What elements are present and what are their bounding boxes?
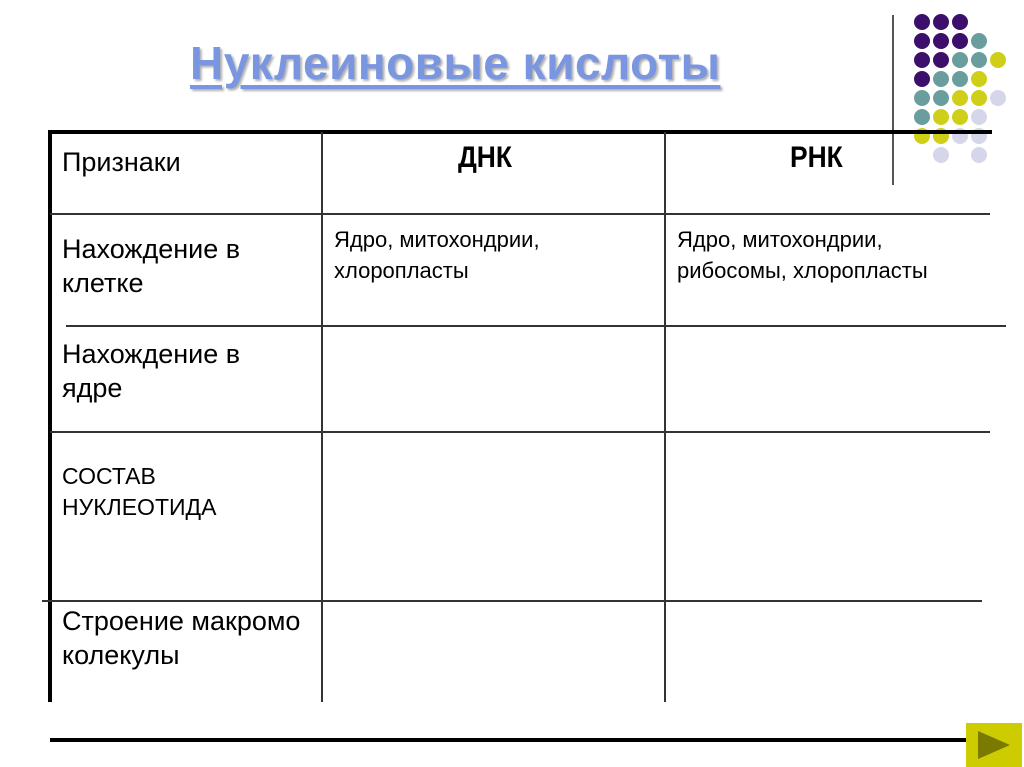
dot-icon [933, 52, 949, 68]
dot-icon [971, 109, 987, 125]
table-header-dna: ДНК [458, 141, 512, 174]
row-divider-3 [50, 431, 990, 433]
column-divider-2 [664, 132, 666, 702]
dot-icon [933, 14, 949, 30]
dot-icon [914, 33, 930, 49]
table-top-border [48, 130, 992, 134]
dot-icon [933, 33, 949, 49]
table-row-label: Нахождение в клетке [62, 234, 241, 298]
dot-icon [971, 33, 987, 49]
table-header-features: Признаки [62, 147, 181, 177]
play-triangle-icon [978, 731, 1010, 759]
decorative-vertical-line [892, 15, 894, 185]
dot-icon [952, 33, 968, 49]
table-bottom-border [50, 738, 966, 742]
row-divider-2 [66, 325, 1006, 327]
dot-icon [933, 147, 949, 163]
dot-icon [952, 52, 968, 68]
row-divider-1 [50, 213, 990, 215]
dot-icon [933, 71, 949, 87]
table-cell-dna: Ядро, митохондрии, хлоропласты [334, 227, 540, 283]
table-row-label: Нахождение в ядре [62, 339, 241, 403]
dot-icon [952, 109, 968, 125]
dot-icon [914, 14, 930, 30]
table-left-border [48, 130, 52, 702]
dot-icon [971, 71, 987, 87]
dot-icon [990, 52, 1006, 68]
dot-icon [914, 52, 930, 68]
decorative-dot-grid [880, 0, 1024, 190]
table-row-label: Строение макромоколекулы [62, 606, 301, 670]
dot-icon [933, 109, 949, 125]
table-cell-rna: Ядро, митохондрии, рибосомы, хлоропласты [677, 227, 928, 283]
dot-icon [914, 109, 930, 125]
table-row-label: СОСТАВ НУКЛЕОТИДА [62, 463, 217, 520]
dot-icon [952, 71, 968, 87]
dot-icon [971, 52, 987, 68]
next-slide-button[interactable] [966, 723, 1022, 767]
dot-icon [952, 14, 968, 30]
dot-icon [952, 90, 968, 106]
dot-icon [971, 147, 987, 163]
dot-icon [971, 90, 987, 106]
dot-icon [990, 90, 1006, 106]
slide-title: Нуклеиновые кислоты [190, 37, 721, 89]
dot-icon [933, 90, 949, 106]
dot-icon [914, 71, 930, 87]
table-header-rna: РНК [790, 141, 843, 174]
row-divider-4 [42, 600, 982, 602]
column-divider-1 [321, 132, 323, 702]
dot-icon [914, 90, 930, 106]
